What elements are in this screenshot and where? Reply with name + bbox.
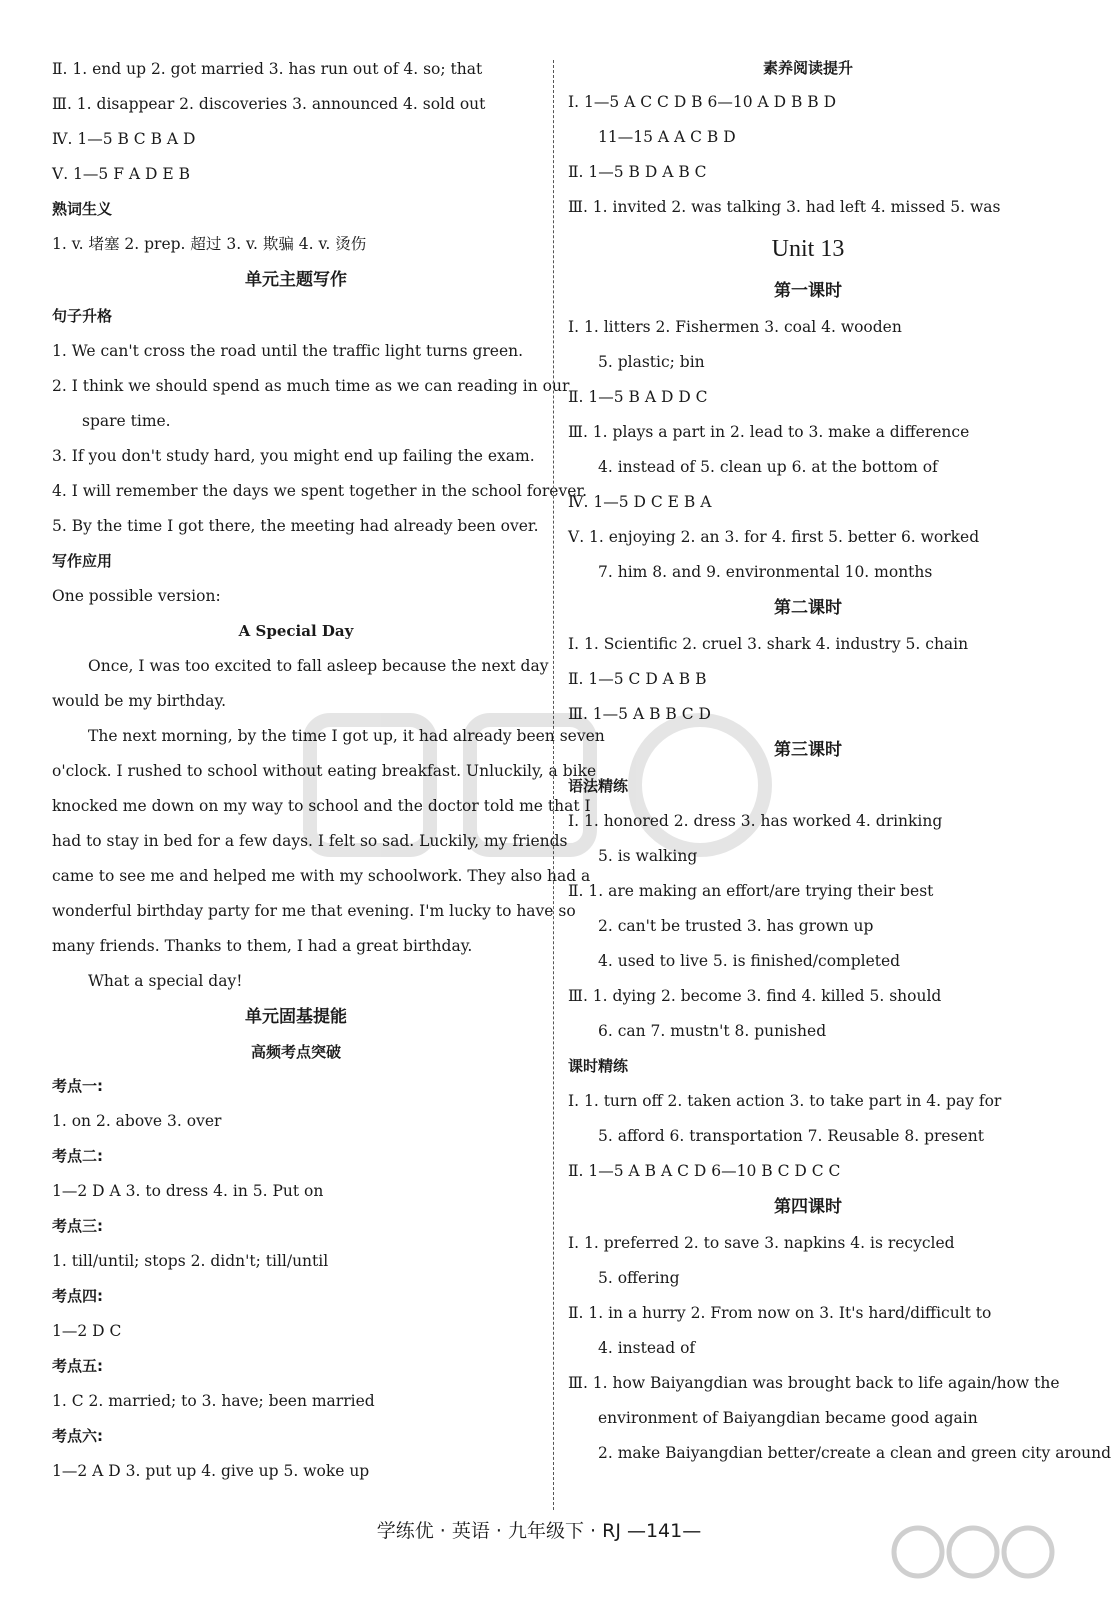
- answer-line: Ⅰ. 1. litters 2. Fishermen 3. coal 4. wooden: [568, 318, 902, 336]
- section-heading: 第二课时: [774, 598, 842, 618]
- answer-line: Ⅱ. 1—5 B A D D C: [568, 388, 708, 406]
- answer-line: 1. on 2. above 3. over: [52, 1112, 222, 1130]
- answer-line: Ⅱ. 1—5 A B A C D 6—10 B C D C C: [568, 1162, 841, 1180]
- answer-line: Ⅴ. 1—5 F A D E B: [52, 165, 190, 183]
- corner-watermark-logo: [888, 1512, 1058, 1592]
- answer-line: Ⅲ. 1—5 A B B C D: [568, 705, 711, 723]
- section-heading: 第三课时: [774, 740, 842, 760]
- answer-line-continued: 4. instead of: [598, 1339, 696, 1357]
- answer-line: Ⅴ. 1. enjoying 2. an 3. for 4. first 5. better 6. worked: [568, 528, 980, 546]
- essay-paragraph-start: Once, I was too excited to fall asleep because the next day: [88, 657, 549, 675]
- answer-line: Ⅱ. 1. in a hurry 2. From now on 3. It's hard/difficult to: [568, 1304, 992, 1322]
- answer-line: 5. By the time I got there, the meeting had already been over.: [52, 517, 539, 535]
- answer-line-continued: 5. is walking: [598, 847, 698, 865]
- essay-title: A Special Day: [238, 622, 354, 640]
- subsection-heading: 考点五:: [52, 1357, 103, 1375]
- answer-line: 1. till/until; stops 2. didn't; till/until: [52, 1252, 329, 1270]
- subsection-heading: 熟词生义: [52, 200, 113, 218]
- answer-line-continued: 4. used to live 5. is finished/completed: [598, 952, 901, 970]
- subsection-heading: 考点三:: [52, 1217, 103, 1235]
- answer-line-continued: 7. him 8. and 9. environmental 10. months: [598, 563, 933, 581]
- answer-line-continued: 5. plastic; bin: [598, 353, 705, 371]
- answer-line-continued: 6. can 7. mustn't 8. punished: [598, 1022, 827, 1040]
- answer-line: knocked me down on my way to school and the doctor told me that I: [52, 797, 591, 815]
- answer-line: 3. If you don't study hard, you might end up failing the exam.: [52, 447, 535, 465]
- answer-line: Ⅰ. 1—5 A C C D B 6—10 A D B B D: [568, 93, 837, 111]
- answer-line: had to stay in bed for a few days. I felt so sad. Luckily, my friends: [52, 832, 568, 850]
- essay-paragraph-start: What a special day!: [88, 972, 243, 990]
- answer-line: 1—2 D A 3. to dress 4. in 5. Put on: [52, 1182, 324, 1200]
- answer-line: 1. We can't cross the road until the traffic light turns green.: [52, 342, 524, 360]
- answer-line: 1. v. 堵塞 2. prep. 超过 3. v. 欺骗 4. v. 烫伤: [52, 235, 367, 253]
- answer-line: Ⅲ. 1. disappear 2. discoveries 3. announced 4. sold out: [52, 95, 486, 113]
- answer-line-continued: 11—15 A A C B D: [598, 128, 736, 146]
- answer-line: 1. C 2. married; to 3. have; been married: [52, 1392, 375, 1410]
- section-subheading: 素养阅读提升: [762, 59, 853, 77]
- section-subheading: 高频考点突破: [250, 1043, 341, 1061]
- answer-line: Ⅰ. 1. turn off 2. taken action 3. to take part in 4. pay for: [568, 1092, 1002, 1110]
- answer-line: wonderful birthday party for me that evening. I'm lucky to have so: [52, 902, 576, 920]
- subsection-heading: 课时精练: [568, 1057, 629, 1075]
- answer-line: o'clock. I rushed to school without eating breakfast. Unluckily, a bike: [52, 762, 597, 780]
- answer-line: Ⅲ. 1. invited 2. was talking 3. had left 4. missed 5. was: [568, 198, 1001, 216]
- answer-line-continued: 5. offering: [598, 1269, 680, 1287]
- answer-line: came to see me and helped me with my schoolwork. They also had a: [52, 867, 591, 885]
- subsection-heading: 句子升格: [52, 307, 113, 325]
- answer-line: 4. I will remember the days we spent together in the school forever.: [52, 482, 588, 500]
- answer-line: Ⅱ. 1. are making an effort/are trying their best: [568, 882, 934, 900]
- subsection-heading: 考点四:: [52, 1287, 103, 1305]
- answer-line: One possible version:: [52, 587, 221, 605]
- section-heading: 第一课时: [774, 281, 842, 301]
- essay-paragraph-start: The next morning, by the time I got up, it had already been seven: [88, 727, 605, 745]
- subsection-heading: 语法精练: [568, 777, 629, 795]
- answer-line: Ⅰ. 1. preferred 2. to save 3. napkins 4. is recycled: [568, 1234, 955, 1252]
- answer-line-continued: spare time.: [82, 412, 171, 430]
- answer-line: many friends. Thanks to them, I had a great birthday.: [52, 937, 473, 955]
- answer-line: Ⅲ. 1. how Baiyangdian was brought back to life again/how the: [568, 1374, 1060, 1392]
- answer-line: Ⅳ. 1—5 B C B A D: [52, 130, 196, 148]
- answer-line-continued: 2. make Baiyangdian better/create a clean and green city around: [598, 1444, 1111, 1462]
- column-divider: [553, 60, 554, 1510]
- answer-line: 1—2 A D 3. put up 4. give up 5. woke up: [52, 1462, 370, 1480]
- answer-line: 1—2 D C: [52, 1322, 122, 1340]
- subsection-heading: 考点二:: [52, 1147, 103, 1165]
- answer-line: Ⅱ. 1. end up 2. got married 3. has run out of 4. so; that: [52, 60, 483, 78]
- answer-line: Ⅰ. 1. honored 2. dress 3. has worked 4. drinking: [568, 812, 943, 830]
- subsection-heading: 考点一:: [52, 1077, 103, 1095]
- answer-line: Ⅱ. 1—5 C D A B B: [568, 670, 707, 688]
- answer-line: Ⅲ. 1. plays a part in 2. lead to 3. make a difference: [568, 423, 970, 441]
- answer-line: Ⅳ. 1—5 D C E B A: [568, 493, 712, 511]
- answer-line-continued: 4. instead of 5. clean up 6. at the bottom of: [598, 458, 938, 476]
- answer-line: 2. I think we should spend as much time as we can reading in our: [52, 377, 570, 395]
- answer-line-continued: 5. afford 6. transportation 7. Reusable 8. present: [598, 1127, 984, 1145]
- answer-line-continued: 2. can't be trusted 3. has grown up: [598, 917, 874, 935]
- answer-line: Ⅰ. 1. Scientific 2. cruel 3. shark 4. industry 5. chain: [568, 635, 969, 653]
- section-heading: 单元主题写作: [245, 270, 347, 290]
- section-heading: 第四课时: [774, 1197, 842, 1217]
- section-heading: 单元固基提能: [245, 1007, 347, 1027]
- answer-line-continued: environment of Baiyangdian became good again: [598, 1409, 978, 1427]
- right-column: [568, 52, 1111, 1471]
- answer-line: Ⅱ. 1—5 B D A B C: [568, 163, 707, 181]
- answer-line: would be my birthday.: [52, 692, 227, 710]
- subsection-heading: 考点六:: [52, 1427, 103, 1445]
- unit-title: Unit 13: [771, 236, 845, 262]
- subsection-heading: 写作应用: [52, 552, 113, 570]
- page-footer: 学练优 · 英语 · 九年级下 · RJ —141—: [376, 1520, 702, 1542]
- answer-line: Ⅲ. 1. dying 2. become 3. find 4. killed 5. should: [568, 987, 942, 1005]
